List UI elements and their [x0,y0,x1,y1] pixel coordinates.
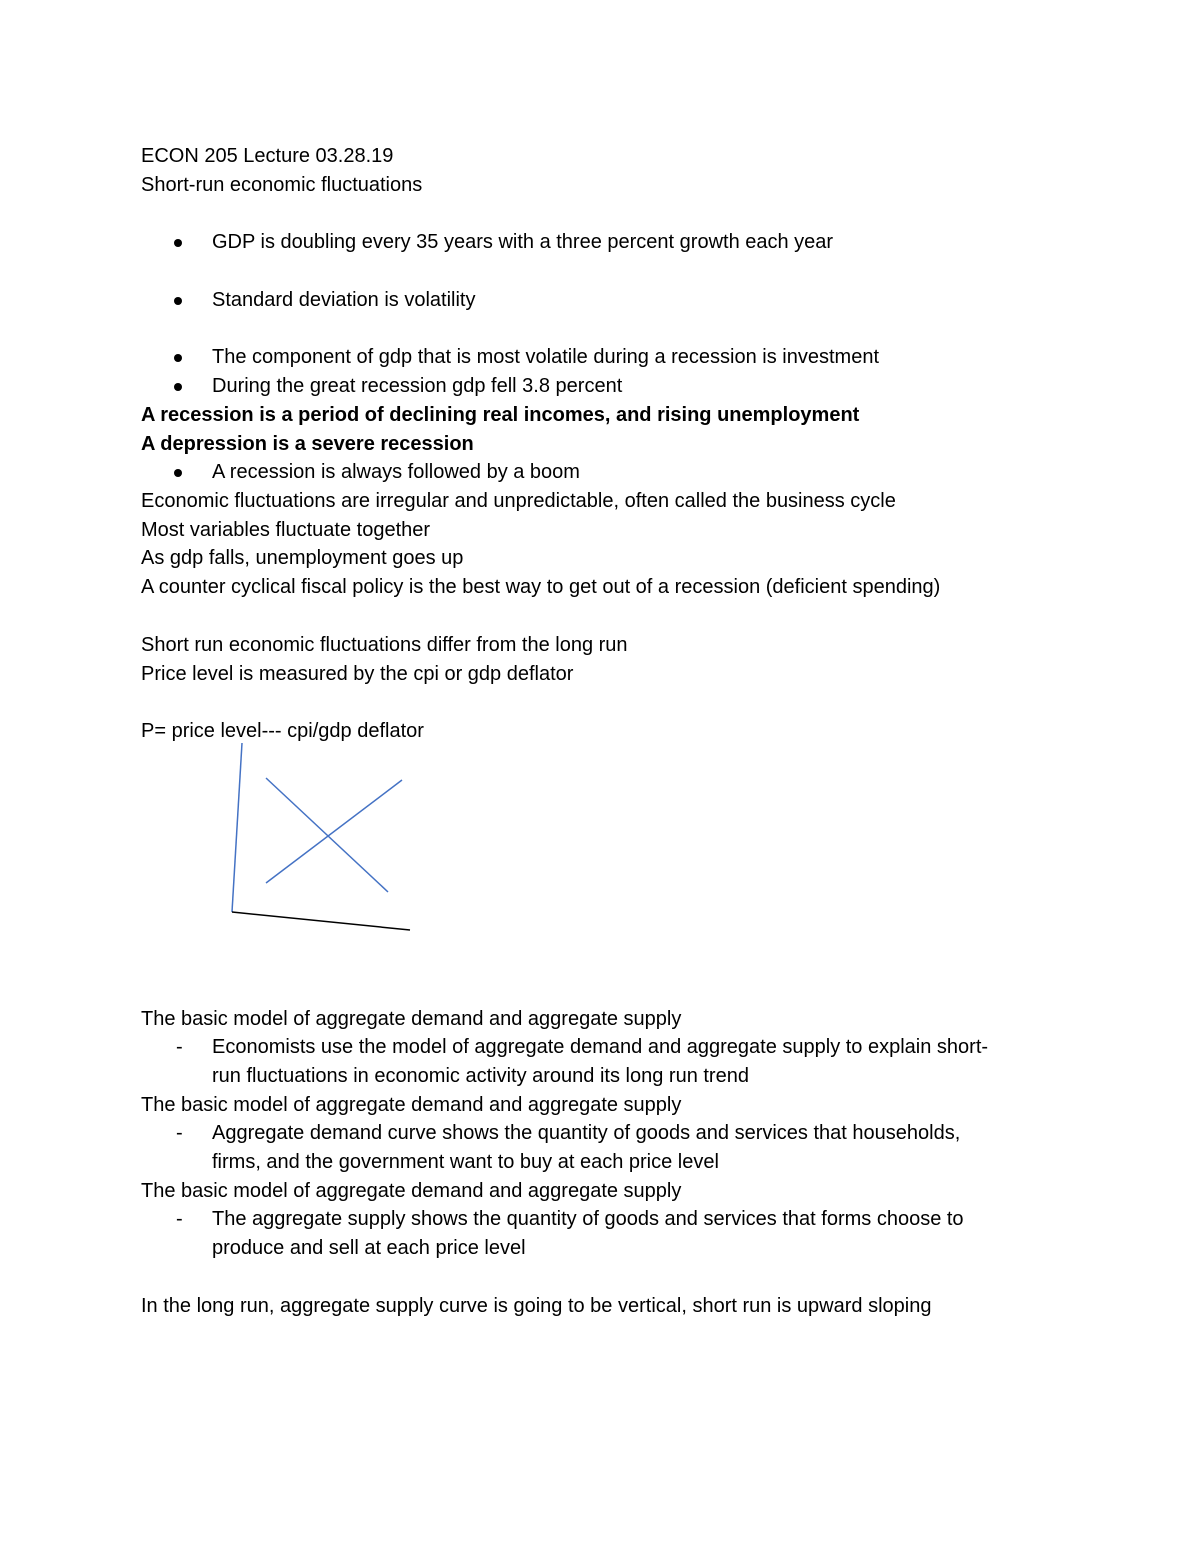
paragraph-line: As gdp falls, unemployment goes up [141,547,464,569]
dash-marker: - [176,1122,183,1144]
bullet-marker [174,239,182,247]
dash-marker: - [176,1036,183,1058]
bullet-item: The component of gdp that is most volatile during a recession is investment [212,346,880,368]
bullet-marker [174,354,182,362]
bullet-item: During the great recession gdp fell 3.8 percent [212,375,623,397]
depression-definition: A depression is a severe recession [141,433,474,455]
paragraph-line: Short run economic fluctuations differ from the long run [141,634,628,656]
ad-as-sketch [220,735,420,940]
sketch-demand-curve [266,778,388,892]
paragraph-line: A counter cyclical fiscal policy is the best way to get out of a recession (deficient spending) [141,576,941,598]
bullet-item: Standard deviation is volatility [212,289,476,311]
dash-item-line: Economists use the model of aggregate demand and aggregate supply to explain short- [212,1036,989,1058]
section-heading: The basic model of aggregate demand and aggregate supply [141,1180,682,1202]
recession-definition: A recession is a period of declining real incomes, and rising unemployment [141,404,860,426]
dash-marker: - [176,1208,183,1230]
paragraph-line: Economic fluctuations are irregular and unpredictable, often called the business cycle [141,490,896,512]
section-heading: The basic model of aggregate demand and aggregate supply [141,1008,682,1030]
sketch-y-axis [232,743,242,912]
sketch-supply-curve [266,780,402,883]
price-level-label: P= price level--- cpi/gdp deflator [141,720,424,742]
document-subtitle: Short-run economic fluctuations [141,174,423,196]
bullet-item: A recession is always followed by a boom [212,461,580,483]
dash-item-line: produce and sell at each price level [212,1237,526,1259]
sketch-x-axis [232,912,410,930]
bullet-marker [174,469,182,477]
bullet-item: GDP is doubling every 35 years with a three percent growth each year [212,231,834,253]
bullet-marker [174,383,182,391]
dash-item-line: run fluctuations in economic activity around its long run trend [212,1065,749,1087]
section-heading: The basic model of aggregate demand and aggregate supply [141,1094,682,1116]
dash-item-line: firms, and the government want to buy at each price level [212,1151,719,1173]
dash-item-line: Aggregate demand curve shows the quantity of goods and services that households, [212,1122,961,1144]
paragraph-line: In the long run, aggregate supply curve is going to be vertical, short run is upward sloping [141,1295,932,1317]
paragraph-line: Most variables fluctuate together [141,519,431,541]
bullet-marker [174,297,182,305]
paragraph-line: Price level is measured by the cpi or gdp deflator [141,663,574,685]
dash-item-line: The aggregate supply shows the quantity of goods and services that forms choose to [212,1208,964,1230]
document-title: ECON 205 Lecture 03.28.19 [141,145,394,167]
